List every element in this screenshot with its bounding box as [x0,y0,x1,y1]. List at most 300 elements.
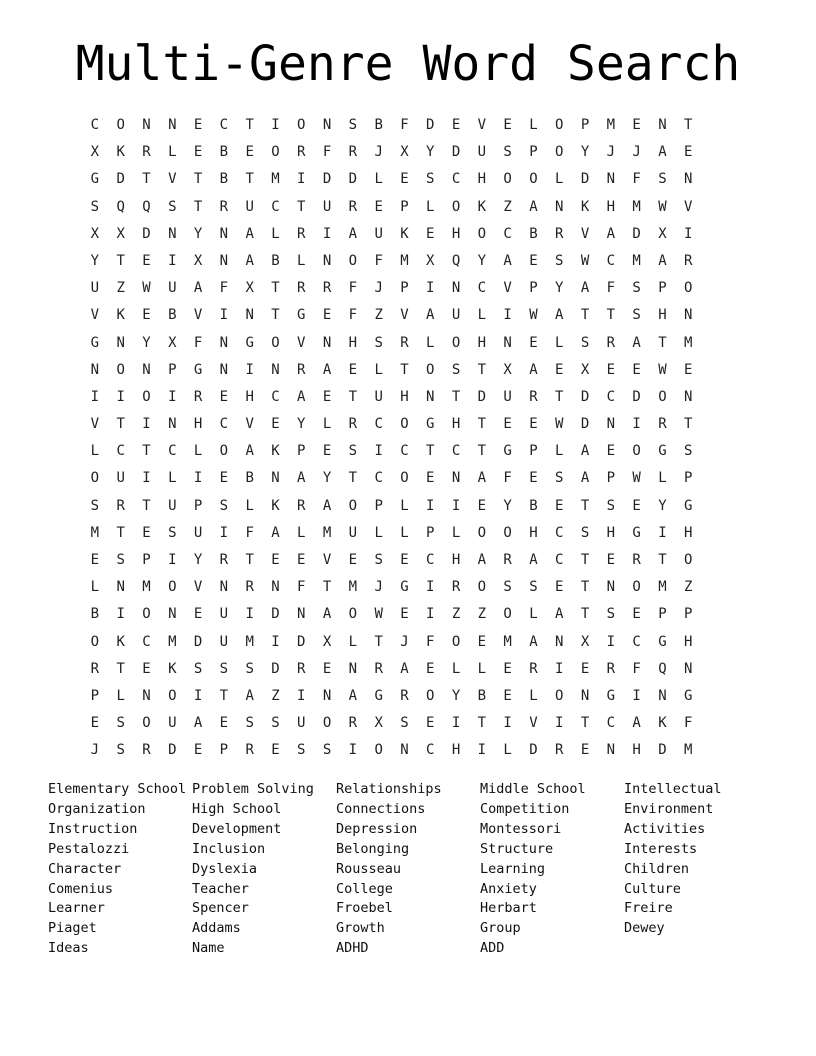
grid-cell[interactable]: V [684,198,693,215]
grid-cell[interactable]: L [400,524,409,541]
grid-cell[interactable]: V [503,280,512,297]
grid-cell[interactable]: V [297,334,306,351]
grid-cell[interactable]: U [219,633,229,650]
grid-cell[interactable]: E [374,198,383,215]
grid-cell[interactable]: S [658,171,667,188]
grid-cell[interactable]: T [580,497,590,514]
grid-cell[interactable]: I [477,742,487,759]
grid-cell[interactable]: O [168,579,177,596]
grid-cell[interactable]: X [426,252,435,269]
grid-cell[interactable]: P [658,280,667,297]
grid-cell[interactable]: T [116,524,125,541]
grid-cell[interactable]: Y [193,552,203,568]
grid-cell[interactable]: A [580,443,590,460]
grid-cell[interactable]: A [245,225,254,242]
grid-cell[interactable]: R [632,552,641,568]
grid-cell[interactable]: L [451,660,461,677]
grid-cell[interactable]: X [116,225,125,242]
grid-cell[interactable]: P [400,280,409,297]
grid-cell[interactable]: F [348,280,358,297]
grid-cell[interactable]: X [90,225,100,242]
grid-cell[interactable]: G [245,334,254,351]
grid-cell[interactable]: D [658,742,667,759]
grid-cell[interactable]: R [529,388,538,405]
grid-cell[interactable]: A [606,225,616,242]
grid-cell[interactable]: X [322,633,332,650]
grid-cell[interactable]: U [503,388,512,405]
grid-cell[interactable]: I [606,633,616,650]
grid-cell[interactable]: I [451,715,461,732]
grid-cell[interactable]: A [322,606,332,623]
grid-cell[interactable]: K [168,660,177,677]
grid-cell[interactable]: H [529,524,538,541]
grid-cell[interactable]: A [658,144,667,161]
grid-cell[interactable]: Y [322,470,332,487]
grid-cell[interactable]: G [684,687,693,704]
grid-cell[interactable]: F [193,334,203,351]
grid-cell[interactable]: K [271,443,280,460]
grid-cell[interactable]: E [142,660,151,677]
grid-cell[interactable]: F [632,171,641,188]
grid-cell[interactable]: M [658,579,667,596]
grid-cell[interactable]: I [503,307,512,324]
grid-cell[interactable]: T [245,117,254,133]
grid-cell[interactable]: E [142,307,151,324]
grid-cell[interactable]: A [580,470,590,487]
grid-cell[interactable]: R [90,660,100,677]
grid-cell[interactable]: D [116,171,125,188]
grid-cell[interactable]: E [503,416,512,433]
grid-cell[interactable]: E [477,497,487,514]
grid-cell[interactable]: R [142,144,151,161]
grid-cell[interactable]: H [451,225,461,242]
grid-cell[interactable]: N [219,361,229,378]
grid-cell[interactable]: L [322,416,332,433]
grid-cell[interactable]: G [193,361,203,378]
grid-cell[interactable]: N [297,606,306,623]
grid-cell[interactable]: O [348,252,358,269]
grid-cell[interactable]: W [142,280,151,297]
grid-cell[interactable]: O [555,117,564,133]
grid-cell[interactable]: A [322,497,332,514]
grid-cell[interactable]: O [684,280,693,297]
grid-cell[interactable]: O [503,171,512,188]
grid-cell[interactable]: M [245,633,254,650]
grid-cell[interactable]: O [684,552,693,568]
grid-cell[interactable]: S [503,579,512,596]
grid-cell[interactable]: F [348,307,358,324]
grid-cell[interactable]: N [503,334,512,351]
grid-cell[interactable]: R [142,742,151,759]
grid-cell[interactable]: D [193,633,203,650]
grid-cell[interactable]: L [193,443,203,460]
grid-cell[interactable]: G [606,687,616,704]
grid-cell[interactable]: E [503,660,512,677]
grid-cell[interactable]: V [580,225,590,242]
grid-cell[interactable]: O [168,687,177,704]
grid-cell[interactable]: O [555,144,564,161]
grid-cell[interactable]: J [90,742,100,759]
grid-cell[interactable]: K [477,198,487,215]
grid-cell[interactable]: E [193,742,203,759]
grid-cell[interactable]: C [219,117,229,133]
grid-cell[interactable]: N [142,117,151,133]
grid-cell[interactable]: M [632,252,641,269]
grid-cell[interactable]: R [297,361,306,378]
grid-cell[interactable]: G [684,497,693,514]
grid-cell[interactable]: R [529,660,538,677]
grid-cell[interactable]: N [658,687,667,704]
grid-cell[interactable]: S [297,742,306,759]
grid-cell[interactable]: Y [297,416,306,433]
grid-cell[interactable]: N [168,416,177,433]
grid-cell[interactable]: L [245,497,254,514]
grid-cell[interactable]: P [426,524,435,541]
grid-cell[interactable]: N [116,579,125,596]
grid-cell[interactable]: R [116,497,125,514]
grid-cell[interactable]: R [451,579,461,596]
grid-cell[interactable]: O [503,524,512,541]
grid-cell[interactable]: S [116,742,125,759]
grid-cell[interactable]: B [219,171,229,188]
grid-cell[interactable]: I [219,307,229,324]
grid-cell[interactable]: N [684,307,693,324]
grid-cell[interactable]: A [297,388,306,405]
grid-cell[interactable]: H [477,334,487,351]
grid-cell[interactable]: I [297,687,306,704]
grid-cell[interactable]: L [426,334,435,351]
grid-cell[interactable]: B [529,225,538,242]
grid-cell[interactable]: J [374,280,383,297]
grid-cell[interactable]: T [684,117,693,133]
grid-cell[interactable]: T [348,470,358,487]
grid-cell[interactable]: G [374,687,383,704]
grid-cell[interactable]: U [168,497,177,514]
grid-cell[interactable]: C [426,742,435,759]
grid-cell[interactable]: H [684,633,693,650]
grid-cell[interactable]: Y [451,687,461,704]
grid-cell[interactable]: D [142,225,151,242]
grid-cell[interactable]: H [606,198,616,215]
grid-cell[interactable]: E [555,497,564,514]
grid-cell[interactable]: L [168,144,177,161]
grid-cell[interactable]: J [374,144,383,161]
grid-cell[interactable]: A [322,361,332,378]
grid-cell[interactable]: E [219,715,229,732]
grid-cell[interactable]: I [658,524,667,541]
grid-cell[interactable]: E [271,416,280,433]
grid-cell[interactable]: K [400,225,409,242]
grid-cell[interactable]: L [271,225,280,242]
grid-cell[interactable]: N [606,579,616,596]
grid-cell[interactable]: T [477,361,487,378]
grid-cell[interactable]: Y [503,497,512,514]
grid-cell[interactable]: T [658,334,667,351]
grid-cell[interactable]: C [606,252,616,269]
grid-cell[interactable]: G [658,633,667,650]
grid-cell[interactable]: O [632,443,641,460]
grid-cell[interactable]: A [529,633,538,650]
grid-cell[interactable]: F [245,524,254,541]
grid-cell[interactable]: R [297,660,306,677]
grid-cell[interactable]: C [271,198,280,215]
grid-cell[interactable]: T [116,660,125,677]
grid-cell[interactable]: I [142,416,151,433]
grid-cell[interactable]: A [271,524,280,541]
grid-cell[interactable]: F [322,144,332,161]
grid-cell[interactable]: E [245,144,254,161]
grid-cell[interactable]: O [503,606,512,623]
grid-cell[interactable]: R [555,742,564,759]
grid-cell[interactable]: O [426,687,435,704]
grid-cell[interactable]: S [168,524,177,541]
grid-cell[interactable]: H [632,742,641,759]
grid-cell[interactable]: P [529,443,538,460]
grid-cell[interactable]: V [245,416,254,433]
grid-cell[interactable]: P [606,470,616,487]
grid-cell[interactable]: U [477,144,487,161]
grid-cell[interactable]: D [580,388,590,405]
grid-cell[interactable]: T [580,606,590,623]
grid-cell[interactable]: L [529,117,538,133]
grid-cell[interactable]: I [426,280,435,297]
grid-cell[interactable]: O [271,334,280,351]
grid-cell[interactable]: H [606,524,616,541]
grid-cell[interactable]: K [580,198,590,215]
grid-cell[interactable]: U [219,606,229,623]
grid-cell[interactable]: I [322,225,332,242]
grid-cell[interactable]: E [426,225,435,242]
grid-cell[interactable]: S [219,660,229,677]
grid-cell[interactable]: R [606,660,616,677]
grid-cell[interactable]: S [529,579,538,596]
grid-cell[interactable]: T [297,198,306,215]
grid-cell[interactable]: S [580,524,590,541]
grid-cell[interactable]: T [580,552,590,568]
grid-cell[interactable]: X [90,144,100,161]
grid-cell[interactable]: M [142,579,151,596]
grid-cell[interactable]: I [168,252,177,269]
grid-cell[interactable]: L [658,470,667,487]
grid-cell[interactable]: A [555,307,564,324]
grid-cell[interactable]: T [426,443,435,460]
grid-cell[interactable]: U [374,388,383,405]
grid-cell[interactable]: T [245,171,254,188]
grid-cell[interactable]: E [90,552,100,568]
grid-cell[interactable]: C [555,552,564,568]
grid-cell[interactable]: V [90,416,100,433]
grid-cell[interactable]: W [555,416,564,433]
grid-cell[interactable]: K [658,715,667,732]
grid-cell[interactable]: T [142,171,151,188]
grid-cell[interactable]: M [503,633,512,650]
grid-cell[interactable]: P [90,687,100,704]
grid-cell[interactable]: N [606,171,616,188]
grid-cell[interactable]: W [529,307,538,324]
grid-cell[interactable]: L [374,524,383,541]
grid-cell[interactable]: Y [658,497,667,514]
grid-cell[interactable]: E [555,361,564,378]
grid-cell[interactable]: F [400,117,409,133]
grid-cell[interactable]: S [426,171,435,188]
grid-cell[interactable]: T [477,715,487,732]
grid-cell[interactable]: N [271,470,280,487]
grid-cell[interactable]: O [400,416,409,433]
grid-cell[interactable]: T [684,416,693,433]
grid-cell[interactable]: V [477,117,487,133]
grid-cell[interactable]: O [658,388,667,405]
grid-cell[interactable]: J [632,144,641,161]
grid-cell[interactable]: E [529,470,538,487]
grid-cell[interactable]: J [606,144,616,161]
grid-cell[interactable]: F [426,633,435,650]
grid-cell[interactable]: S [606,497,616,514]
grid-cell[interactable]: R [245,742,254,759]
grid-cell[interactable]: P [684,606,693,623]
grid-cell[interactable]: N [555,198,564,215]
grid-cell[interactable]: I [168,552,177,568]
grid-cell[interactable]: O [348,606,358,623]
grid-cell[interactable]: X [193,252,203,269]
grid-cell[interactable]: S [580,334,590,351]
grid-cell[interactable]: N [658,117,667,133]
grid-cell[interactable]: R [400,687,409,704]
grid-cell[interactable]: S [374,334,383,351]
grid-cell[interactable]: O [116,117,125,133]
grid-cell[interactable]: Z [451,606,461,623]
grid-cell[interactable]: I [245,361,254,378]
grid-cell[interactable]: C [606,715,616,732]
grid-cell[interactable]: S [374,552,383,568]
grid-cell[interactable]: B [219,144,229,161]
grid-cell[interactable]: L [555,334,564,351]
grid-cell[interactable]: I [193,687,203,704]
grid-cell[interactable]: O [142,715,151,732]
grid-cell[interactable]: T [193,171,203,188]
grid-cell[interactable]: U [168,715,177,732]
grid-cell[interactable]: T [580,579,590,596]
grid-cell[interactable]: Q [658,660,667,677]
grid-cell[interactable]: R [219,552,229,568]
grid-cell[interactable]: T [219,687,229,704]
grid-cell[interactable]: D [477,388,487,405]
grid-cell[interactable]: E [348,552,358,568]
grid-cell[interactable]: L [297,252,306,269]
grid-cell[interactable]: T [245,552,254,568]
grid-cell[interactable]: A [400,660,409,677]
grid-cell[interactable]: D [632,388,641,405]
grid-cell[interactable]: S [632,280,641,297]
grid-cell[interactable]: T [451,388,461,405]
grid-cell[interactable]: I [555,660,564,677]
grid-cell[interactable]: P [374,497,383,514]
grid-cell[interactable]: E [400,606,409,623]
grid-cell[interactable]: D [426,117,435,133]
grid-cell[interactable]: C [632,633,641,650]
grid-cell[interactable]: C [142,633,151,650]
grid-cell[interactable]: F [219,280,229,297]
grid-cell[interactable]: V [322,552,332,568]
grid-cell[interactable]: G [426,416,435,433]
grid-cell[interactable]: M [606,117,616,133]
grid-cell[interactable]: S [451,361,461,378]
grid-cell[interactable]: R [322,280,332,297]
grid-cell[interactable]: G [503,443,512,460]
grid-cell[interactable]: C [555,524,564,541]
grid-cell[interactable]: E [426,715,435,732]
grid-cell[interactable]: E [322,307,332,324]
grid-cell[interactable]: Z [503,198,512,215]
grid-cell[interactable]: S [219,497,229,514]
grid-cell[interactable]: X [580,633,590,650]
grid-cell[interactable]: S [400,715,409,732]
grid-cell[interactable]: D [580,416,590,433]
grid-cell[interactable]: N [219,252,229,269]
grid-cell[interactable]: A [529,198,538,215]
grid-cell[interactable]: I [451,497,461,514]
grid-cell[interactable]: A [580,280,590,297]
grid-cell[interactable]: D [271,606,280,623]
grid-cell[interactable]: M [168,633,177,650]
grid-cell[interactable]: K [116,307,125,324]
grid-cell[interactable]: P [168,361,177,378]
grid-cell[interactable]: S [348,443,358,460]
grid-cell[interactable]: L [297,524,306,541]
grid-cell[interactable]: D [529,742,538,759]
grid-cell[interactable]: P [142,552,151,568]
grid-cell[interactable]: C [374,416,383,433]
grid-cell[interactable]: X [245,280,254,297]
grid-cell[interactable]: O [322,715,332,732]
grid-cell[interactable]: Q [142,198,151,215]
grid-cell[interactable]: T [116,416,125,433]
grid-cell[interactable]: S [684,443,693,460]
grid-cell[interactable]: I [271,633,280,650]
grid-cell[interactable]: S [90,497,100,514]
grid-cell[interactable]: H [348,334,358,351]
grid-cell[interactable]: I [168,388,177,405]
grid-cell[interactable]: S [168,198,177,215]
grid-cell[interactable]: Y [193,225,203,242]
grid-cell[interactable]: E [477,633,487,650]
grid-cell[interactable]: N [322,117,332,133]
grid-cell[interactable]: C [451,171,461,188]
grid-cell[interactable]: N [451,280,461,297]
grid-cell[interactable]: B [271,252,280,269]
grid-cell[interactable]: C [606,388,616,405]
grid-cell[interactable]: B [168,307,177,324]
grid-cell[interactable]: U [297,715,306,732]
grid-cell[interactable]: E [322,443,332,460]
grid-cell[interactable]: F [606,280,616,297]
grid-cell[interactable]: J [374,579,383,596]
grid-cell[interactable]: E [555,579,564,596]
grid-cell[interactable]: E [219,388,229,405]
grid-cell[interactable]: N [684,660,693,677]
grid-cell[interactable]: C [271,388,280,405]
grid-cell[interactable]: O [348,497,358,514]
grid-cell[interactable]: U [90,280,100,297]
grid-cell[interactable]: E [606,443,616,460]
grid-cell[interactable]: N [684,388,693,405]
grid-cell[interactable]: L [503,742,512,759]
grid-cell[interactable]: N [219,334,229,351]
grid-cell[interactable]: N [168,225,177,242]
grid-cell[interactable]: U [451,307,461,324]
grid-cell[interactable]: G [632,524,641,541]
grid-cell[interactable]: H [451,416,461,433]
grid-cell[interactable]: Z [374,307,383,324]
